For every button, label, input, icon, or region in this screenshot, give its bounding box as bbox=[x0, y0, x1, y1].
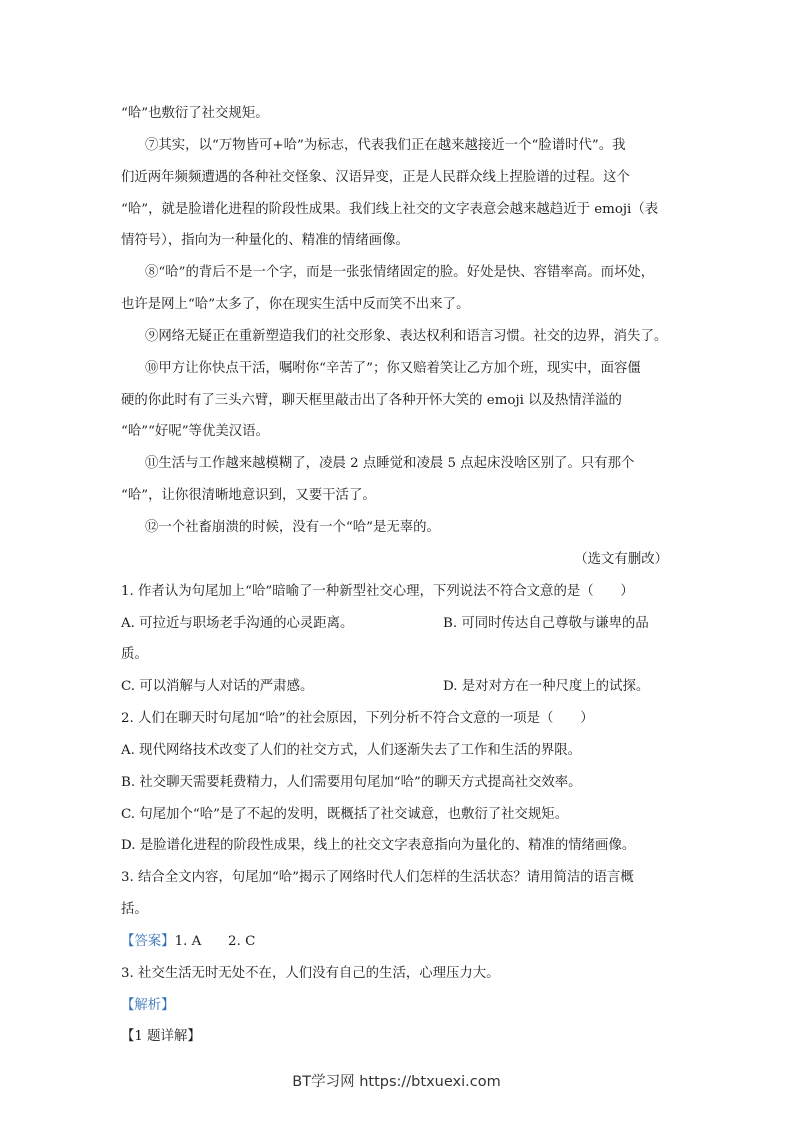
paragraph-10-line: “哈”“好呢”等优美汉语。 bbox=[121, 424, 269, 439]
text-line: “哈”也敷衍了社交规矩。 bbox=[121, 106, 269, 121]
question-2-option-a: A. 现代网络技术改变了人们的社交方式，人们逐渐失去了工作和生活的界限。 bbox=[121, 743, 582, 758]
paragraph-10-line: ⑩甲方让你快点干活，嘱咐你“辛苦了”；你又赔着笑让乙方加个班，现实中，面容僵 bbox=[145, 361, 641, 376]
answer-3: 3. 社交生活无时无处不在，人们没有自己的生活，心理压力大。 bbox=[121, 966, 500, 981]
question-1-option-b-cont: 质。 bbox=[121, 647, 148, 662]
answer-text: 1. A 2. C bbox=[174, 934, 256, 949]
footer-watermark: BT学习网 https://btxuexi.com bbox=[292, 1074, 501, 1090]
paragraph-11-line: ⑪生活与工作越来越模糊了，凌晨 2 点睡觉和凌晨 5 点起床没啥区别了。只有那个 bbox=[145, 456, 635, 471]
paragraph-10-line: 硬的你此时有了三头六臂，聊天框里敲击出了各种开怀大笑的 emoji 以及热情洋溢的 bbox=[121, 393, 622, 408]
paragraph-11-line: “哈”，让你很清晰地意识到，又要干活了。 bbox=[121, 488, 376, 503]
question-3-cont: 括。 bbox=[121, 902, 148, 917]
answer-line bbox=[121, 932, 677, 952]
question-2-option-c: C. 句尾加个“哈”是了不起的发明，既概括了社交诚意，也敷衍了社交规矩。 bbox=[121, 807, 569, 822]
paragraph-7-line: ⑦其实，以“万物皆可+哈”为标志，代表我们正在越来越接近一个“脸谱时代”。我 bbox=[145, 138, 626, 153]
analysis-label: 【解析】 bbox=[121, 998, 175, 1013]
paragraph-8-line: ⑧“哈”的背后不是一个字，而是一张张情绪固定的脸。好处是快、容错率高。而坏处， bbox=[145, 265, 655, 280]
paragraph-7-line: “哈”，就是脸谱化进程的阶段性成果。我们线上社交的文字表意会越来越趋近于 emoji（表 bbox=[121, 202, 659, 217]
answer-label: 【答案】 bbox=[121, 934, 175, 949]
paragraph-12-line: ⑫一个社畜崩溃的时候，没有一个“哈”是无辜的。 bbox=[145, 520, 440, 535]
question-2-option-b: B. 社交聊天需要耗费精力，人们需要用句尾加“哈”的聊天方式提高社交效率。 bbox=[121, 775, 582, 790]
question-1-option-a: A. 可拉近与职场老手沟通的心灵距离。 bbox=[121, 616, 354, 631]
paragraph-7-line: 情符号），指向为一种量化的、精准的情绪画像。 bbox=[121, 233, 409, 248]
detail-label: 【1 题详解】 bbox=[121, 1029, 201, 1044]
question-1-option-d: D. 是对对方在一种尺度上的试探。 bbox=[443, 679, 650, 694]
source-note: （选文有删改） bbox=[574, 552, 668, 567]
paragraph-9-line: ⑨网络无疑正在重新塑造我们的社交形象、表达权利和语言习惯。社交的边界，消失了。 bbox=[145, 329, 668, 344]
question-2-option-d: D. 是脸谱化进程的阶段性成果，线上的社交文字表意指向为量化的、精准的情绪画像。 bbox=[121, 838, 636, 853]
question-1-option-c: C. 可以消解与人对话的严肃感。 bbox=[121, 679, 314, 694]
question-3: 3. 结合全文内容，句尾加“哈”揭示了网络时代人们怎样的生活状态？请用简洁的语言概 bbox=[121, 870, 634, 885]
paragraph-7-line: 们近两年频频遭遇的各种社交怪象、汉语异变，正是人民群众线上捏脸谱的过程。这个 bbox=[121, 170, 630, 185]
paragraph-8-line: 也许是网上“哈”太多了，你在现实生活中反而笑不出来了。 bbox=[121, 297, 470, 312]
question-2: 2. 人们在聊天时句尾加“哈”的社会原因，下列分析不符合文意的一项是（ ） bbox=[121, 711, 594, 726]
question-1: 1. 作者认为句尾加上“哈”暗喻了一种新型社交心理，下列说法不符合文意的是（ ） bbox=[121, 584, 634, 599]
question-1-option-b: B. 可同时传达自己尊敬与谦卑的品 bbox=[443, 616, 649, 631]
